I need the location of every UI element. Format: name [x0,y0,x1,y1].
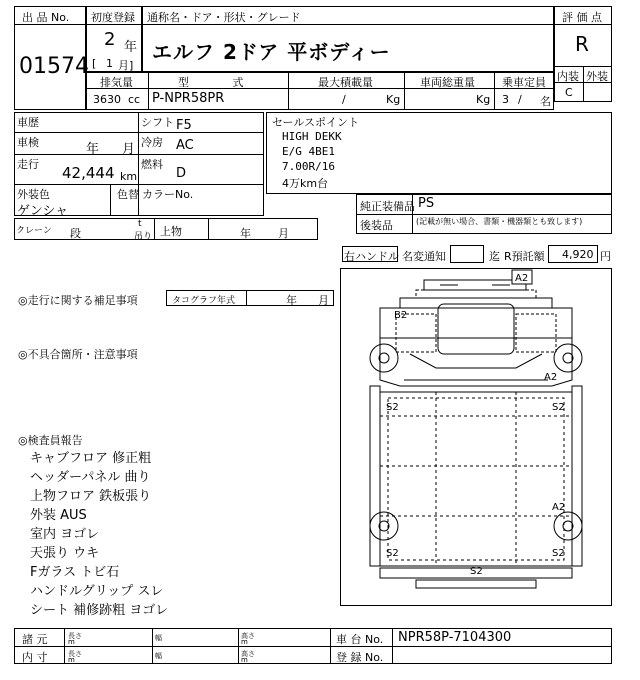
front-right-wheel [554,344,582,372]
genuine-equipment-value: PS [418,196,435,211]
capacity-separator: / [518,93,522,106]
capacity-value: 3 [502,93,509,106]
truck-diagram [340,268,612,606]
sales-point-1: HIGH DEKK [282,130,342,143]
steering-side: 右ハンドル [344,250,399,263]
inner-height-label: 高さ [241,650,255,658]
inner-length-unit: m [68,656,75,664]
chassis-number: NPR58P-7104300 [398,630,512,645]
max-load-unit: Kg [386,93,401,106]
recycle-fee-label: R預託額 [504,250,545,263]
chassis-number-label: 車 台 No. [336,633,384,646]
crane-stage-unit: 段 [70,227,81,240]
damage-mark: S2 [386,402,399,413]
displacement-label: 排気量 [100,76,133,89]
color-number-label: カラーNo. [142,188,194,201]
inspector-note: 外装 AUS [30,508,87,523]
defects-heading: ◎不具合箇所・注意事項 [18,348,138,361]
capacity-unit: 名 [540,95,551,108]
front-left-wheel [370,344,398,372]
mileage-value: 42,444 [62,164,115,182]
damage-mark: A2 [552,502,566,513]
genuine-equipment-label: 純正装備品 [360,200,415,213]
car-name: エルフ 2ドア 平ボディー [152,40,391,64]
gross-weight-label: 車両総重量 [420,76,475,89]
damage-mark: A2 [515,273,529,284]
crane-ton-unit: t [138,219,142,229]
tachograph-month-unit: 月 [318,294,329,307]
fuel-value: D [176,166,187,181]
spec-length-label: 長さ [68,632,82,640]
model-value: P-NPR58PR [152,91,225,106]
damage-mark: S2 [552,548,565,559]
fuel-label: 燃料 [141,158,163,171]
car-name-label: 通称名・ドア・形状・グレード [147,11,301,24]
sales-point-4: 4万km台 [282,177,329,190]
model-label: 型 式 [178,76,244,89]
color-value: ゲンシャ [17,204,69,219]
color-label: 外装色 [17,188,50,201]
inspector-note: ハンドルグリップ スレ [30,584,164,599]
registration-month: 1 [106,57,113,70]
front-bumper-outline [416,290,536,298]
name-change-box [450,245,484,263]
cargo-bed [380,392,572,566]
displacement-unit: cc [128,93,141,106]
driving-notes-heading: ◎走行に関する補足事項 [18,294,138,307]
tachograph-label: タコグラフ年式 [172,296,236,306]
upper-month-unit: 月 [278,227,289,240]
sales-point-label: セールスポイント [272,116,360,129]
lot-number: 01574 [19,54,89,79]
gross-weight-unit: Kg [476,93,491,106]
inspector-note: 天張り ウキ [30,546,100,561]
ac-value: AC [176,138,194,153]
sales-point-3: 7.00R/16 [282,160,335,173]
rear-left-wheel [370,512,398,540]
damage-mark: S2 [470,566,483,577]
mileage-unit: km [120,170,138,183]
inner-length-label: 長さ [68,650,82,658]
recycle-fee-unit: 円 [600,250,611,263]
inspector-note: シート 補修跡粗 ヨゴレ [30,603,169,618]
shift-value: F5 [176,118,192,133]
color-change-label: 色替 [117,188,139,201]
spec-width-label: 幅 [155,634,162,642]
inspector-note: Fガラス トビ石 [30,565,120,580]
inspector-note: 上物フロア 鉄板張り [30,489,152,504]
inspector-note: ヘッダーパネル 曲り [30,470,151,485]
damage-mark: A2 [544,372,558,383]
history-label: 車歴 [17,116,39,129]
shift-label: シフト [141,116,174,129]
spec-height-label: 高さ [241,632,255,640]
inner-width-label: 幅 [155,652,162,660]
bracket-open: [ [92,57,97,70]
max-load-separator: / [342,93,346,106]
inspector-note: 室内 ヨゴレ [30,527,100,542]
overall-grade: R [575,32,589,56]
deadline-label: 迄 [489,250,500,263]
windshield [438,304,514,354]
damage-mark: S2 [386,548,399,559]
sales-point-2: E/G 4BE1 [282,145,335,158]
damage-mark: S2 [552,402,565,413]
registration-month-unit: 月] [118,59,134,72]
upper-year-unit: 年 [240,227,251,240]
inspection-month-unit: 月 [122,142,136,157]
recycle-fee-value: 4,920 [562,248,594,261]
exterior-grade-label: 外装 [586,70,608,83]
mileage-label: 走行 [17,158,39,171]
inner-dimensions-label: 内 寸 [22,651,48,664]
inspector-report-heading: ◎検査員報告 [18,434,83,447]
aftermarket-note: (記載が無い場合、書類・機器類とも致します) [416,217,583,226]
name-change-label: 名変通知 [402,250,446,263]
spec-length-unit: m [68,638,75,646]
registration-year-unit: 年 [124,40,138,55]
crane-label: クレーン [16,226,52,236]
lot-label: 出 品 No. [22,11,70,24]
front-bumper [424,280,526,290]
inspector-note: キャブフロア 修正粗 [30,451,152,466]
specifications-label: 諸 元 [22,633,48,646]
first-registration-label: 初度登録 [91,11,135,24]
tachograph-year-unit: 年 [286,294,297,307]
inspection-label: 車検 [17,136,39,149]
interior-grade-label: 内装 [557,70,579,83]
registration-number-label: 登 録 No. [336,651,384,664]
crane-hanging-unit: 吊り [134,232,153,242]
grade-label: 評 価 点 [562,11,602,24]
aftermarket-label: 後装品 [360,219,393,232]
interior-grade: C [565,86,573,99]
spec-height-unit: m [241,638,248,646]
inspection-year-unit: 年 [86,142,100,157]
registration-year: 2 [104,29,116,50]
upper-body-label: 上物 [160,225,182,238]
damage-mark: B2 [394,310,408,321]
inner-height-unit: m [241,656,248,664]
max-load-label: 最大積載量 [318,76,373,89]
ac-label: 冷房 [141,136,163,149]
displacement-value: 3630 [93,93,121,106]
capacity-label: 乗車定員 [502,76,546,89]
